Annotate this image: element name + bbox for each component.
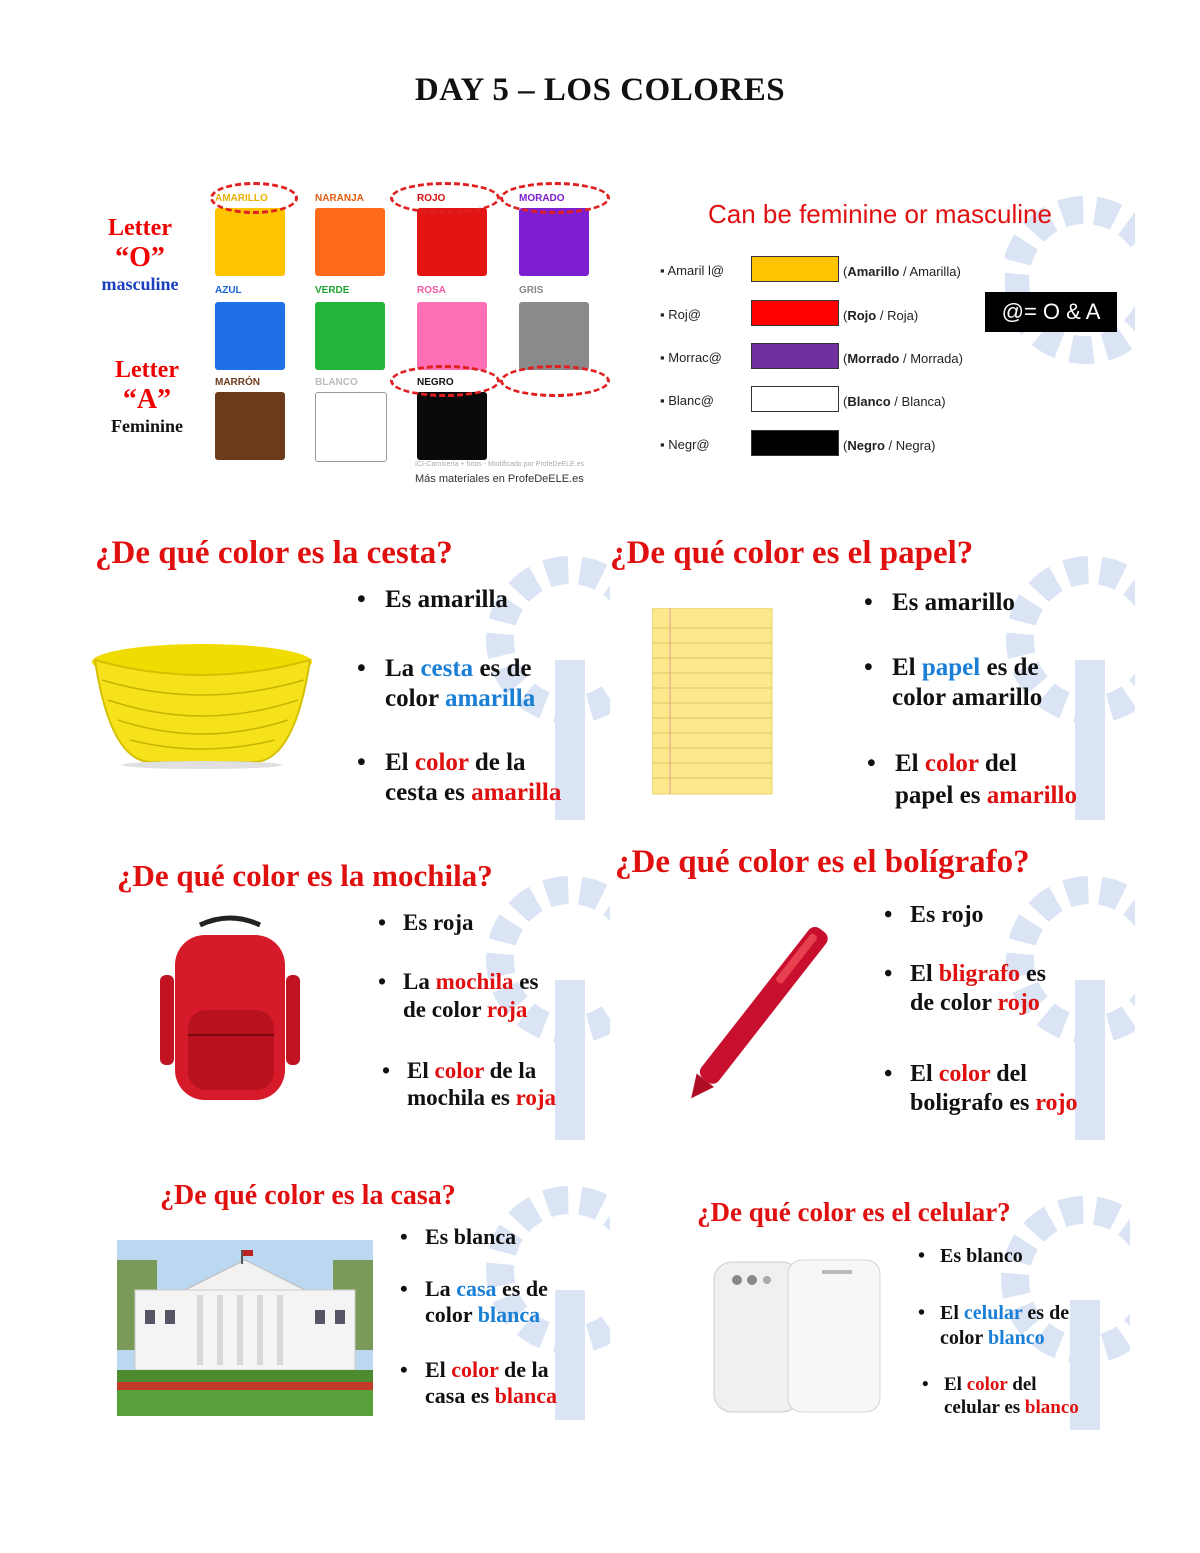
bullet-casa-1: • Es blanca bbox=[400, 1224, 517, 1249]
gender-forms: (Blanco / Blanca) bbox=[843, 394, 946, 409]
bullet-papel-1: • Es amarillo bbox=[864, 589, 1015, 616]
bullet-icon: ▪ bbox=[660, 350, 669, 365]
bullet-boligrafo-3: • El color del boligrafo es rojo bbox=[884, 1061, 1078, 1116]
gender-color-bar bbox=[751, 300, 839, 326]
gender-word bbox=[660, 437, 710, 452]
gender-word-text: Negr@ bbox=[668, 437, 710, 452]
color-swatch bbox=[315, 392, 387, 462]
swatch-label: ROJO bbox=[417, 193, 446, 204]
feminine-form: Morrada bbox=[910, 351, 959, 366]
bullet-cesta-2: • La cesta es de color amarilla bbox=[357, 655, 536, 712]
color-swatch bbox=[519, 208, 589, 276]
paper-image bbox=[652, 608, 777, 796]
bullet-celular-2: • El celular es de color blanco bbox=[918, 1302, 1070, 1349]
gender-word-text: Morrac@ bbox=[668, 350, 722, 365]
swatch-label: BLANCO bbox=[315, 377, 358, 388]
color-swatch bbox=[315, 208, 385, 276]
basket-image bbox=[90, 640, 315, 770]
masculine-form: Rojo bbox=[847, 308, 877, 323]
gender-word bbox=[660, 263, 724, 278]
color-swatch bbox=[417, 208, 487, 276]
bullet-casa-2: • La casa es de color blanca bbox=[400, 1276, 548, 1327]
masculine-form: Amarillo bbox=[847, 264, 900, 279]
bullet-boligrafo-1: • Es rojo bbox=[884, 902, 984, 928]
feminine-form: Blanca bbox=[901, 394, 942, 409]
swatch-label: NARANJA bbox=[315, 193, 364, 204]
color-swatch bbox=[215, 208, 285, 276]
question-celular: ¿De qué color es el celular? bbox=[697, 1197, 1011, 1227]
gender-color-bar bbox=[751, 430, 839, 456]
bullet-boligrafo-2: • El bligrafo es de color rojo bbox=[884, 961, 1047, 1016]
gender-word-text: Amaril l@ bbox=[667, 263, 725, 278]
color-swatch bbox=[519, 302, 589, 370]
gender-forms: (Amarillo / Amarilla) bbox=[843, 264, 961, 279]
bullet-papel-3: • El color del papel es amarillo bbox=[867, 750, 1077, 809]
gender-forms: (Negro / Negra) bbox=[843, 438, 936, 453]
feminine-form: Amarilla bbox=[909, 264, 957, 279]
gender-color-bar bbox=[751, 386, 839, 412]
swatch-label: AMARILLO bbox=[215, 193, 268, 204]
gender-word bbox=[660, 307, 701, 322]
oa-badge: @= O & A bbox=[985, 292, 1117, 332]
swatch-label: NEGRO bbox=[417, 377, 454, 388]
gender-word bbox=[660, 393, 714, 408]
bullet-icon: ▪ bbox=[660, 437, 669, 452]
gender-forms: (Rojo / Roja) bbox=[843, 308, 919, 323]
bullet-mochila-3: • El color de la mochila es roja bbox=[382, 1058, 557, 1110]
bullet-celular-1: • Es blanco bbox=[918, 1245, 1023, 1267]
bullet-celular-3: • El color del celular es blanco bbox=[922, 1374, 1079, 1418]
bullet-icon: ▪ bbox=[660, 307, 669, 322]
phone-image bbox=[712, 1258, 882, 1418]
gender-heading: Can be feminine or masculine bbox=[708, 199, 1052, 229]
masculine-form: Morrado bbox=[847, 351, 900, 366]
bullet-icon: ▪ bbox=[660, 263, 668, 278]
question-boligrafo: ¿De qué color es el bolígrafo? bbox=[615, 844, 1030, 880]
letter-a-label: Letter “A” Feminine bbox=[111, 357, 183, 436]
color-swatch bbox=[417, 392, 487, 460]
color-swatch bbox=[215, 392, 285, 460]
question-papel: ¿De qué color es el papel? bbox=[610, 535, 974, 571]
highlight-oval bbox=[500, 182, 610, 214]
gender-word-text: Roj@ bbox=[668, 307, 701, 322]
highlight-oval bbox=[500, 365, 610, 397]
question-mochila: ¿De qué color es la mochila? bbox=[117, 858, 493, 893]
swatch-label: GRIS bbox=[519, 285, 544, 296]
pen-image bbox=[675, 915, 835, 1115]
question-casa: ¿De qué color es la casa? bbox=[160, 1180, 456, 1211]
swatch-label: VERDE bbox=[315, 285, 350, 296]
feminine-form: Roja bbox=[887, 308, 914, 323]
bullet-icon: ▪ bbox=[660, 393, 669, 408]
house-image bbox=[117, 1240, 373, 1416]
masculine-form: Negro bbox=[847, 438, 885, 453]
swatch-label: AZUL bbox=[215, 285, 242, 296]
bullet-cesta-3: • El color de la cesta es amarilla bbox=[357, 749, 562, 806]
letter-o-label: Letter “O” masculine bbox=[101, 215, 179, 294]
bullet-mochila-1: • Es roja bbox=[378, 910, 474, 935]
credit-text: Más materiales en ProfeDeELE.es bbox=[415, 473, 584, 485]
highlight-oval bbox=[390, 365, 500, 397]
swatch-label: MARRÓN bbox=[215, 377, 260, 388]
backpack-image bbox=[160, 915, 300, 1105]
gender-color-bar bbox=[751, 256, 839, 282]
bullet-casa-3: • El color de la casa es blanca bbox=[400, 1357, 558, 1408]
color-swatch bbox=[215, 302, 285, 370]
gender-word bbox=[660, 350, 722, 365]
bullet-papel-2: • El papel es de color amarillo bbox=[864, 654, 1043, 711]
bullet-cesta-1: • Es amarilla bbox=[357, 586, 508, 613]
swatch-label: MORADO bbox=[519, 193, 565, 204]
feminine-form: Negra bbox=[895, 438, 932, 453]
gender-forms: (Morrado / Morrada) bbox=[843, 351, 963, 366]
color-swatch bbox=[315, 302, 385, 370]
gender-word-text: Blanc@ bbox=[668, 393, 714, 408]
highlight-oval bbox=[390, 182, 500, 214]
bullet-mochila-2: • La mochila es de color roja bbox=[378, 969, 539, 1022]
gender-color-bar bbox=[751, 343, 839, 369]
credit-small: ICI-Carnicería + fotos - Modificado por ProfeDeELE.es bbox=[415, 461, 585, 468]
color-swatch bbox=[417, 302, 487, 370]
swatch-label: ROSA bbox=[417, 285, 446, 296]
masculine-form: Blanco bbox=[847, 394, 891, 409]
color-chart bbox=[60, 175, 626, 495]
page-title: DAY 5 – LOS COLORES bbox=[414, 72, 786, 108]
question-cesta: ¿De qué color es la cesta? bbox=[95, 535, 453, 571]
highlight-oval bbox=[210, 182, 298, 214]
